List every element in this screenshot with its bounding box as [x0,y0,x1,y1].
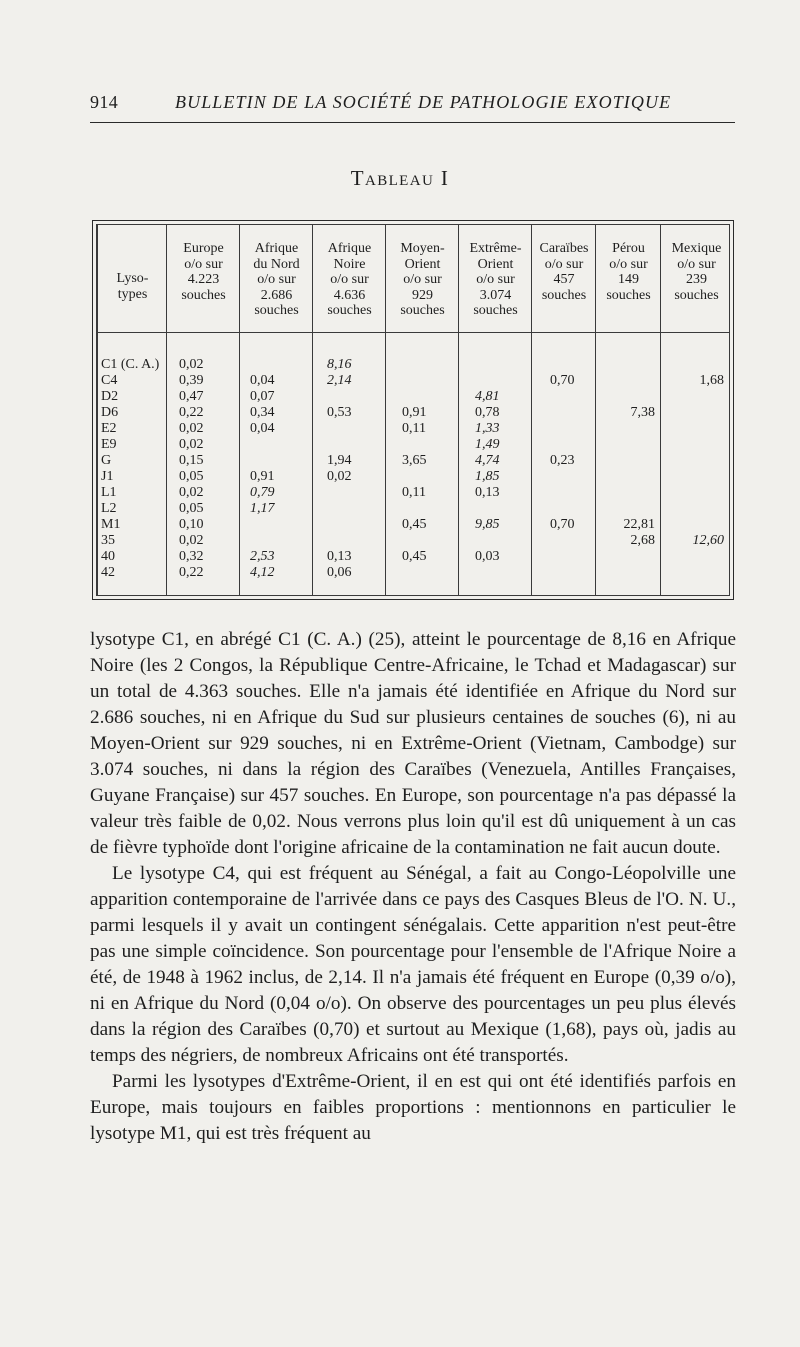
table-cell [402,357,443,373]
table-cell [550,533,578,549]
data-table [92,220,734,600]
table-cell [250,437,303,453]
table-cell: 0,79 [250,485,275,500]
table-cell [602,565,655,581]
table-cell [402,501,443,517]
table-cell: 0,04 [250,421,275,436]
table-cell: 0,13 [475,485,500,500]
column-extreme-orient [458,225,532,595]
table-cell [550,437,578,453]
table-cell: 0,13 [327,549,352,564]
table-cell [669,357,724,373]
table-cell: 1,33 [475,421,500,436]
table-cell: 1,17 [250,501,275,516]
table-cell: 0,02 [179,533,204,548]
column-header [386,241,459,319]
header-rule [90,122,735,123]
table-cell: 0,91 [402,405,427,420]
column-cells [240,357,313,581]
table-cell [669,453,724,469]
column-header-line: souches [541,287,587,303]
table-cell [327,421,372,437]
column-header-line: souches [473,303,518,318]
table-cell [550,389,578,405]
table-cell [402,469,443,485]
table-cell: 0,02 [179,357,204,372]
table-cell [550,501,578,517]
table-cell: 1,68 [699,373,724,388]
table-cell [550,565,578,581]
table-cell: 0,05 [179,501,204,516]
table-cell [669,549,724,565]
table-cell [402,389,443,405]
column-header [661,241,732,303]
column-header-line: Extrême- [469,241,522,256]
table-cell [602,549,655,565]
column-europe [166,225,240,595]
table-cell [550,357,578,373]
table-cell [327,485,372,501]
table-cell: 0,70 [550,373,575,388]
table-cell: L1 [101,485,117,500]
table-cell [250,453,303,469]
column-afrique-nord [239,225,313,595]
table-cell [550,549,578,565]
column-header-line: Pérou [612,241,645,256]
column-header-line: Afrique [254,241,299,256]
table-cell: 7,38 [630,405,655,420]
table-cell: G [101,453,112,468]
table-cell [602,421,655,437]
column-header-line: o/o sur [677,256,716,272]
table-cell [669,565,724,581]
column-header-line: o/o sur [403,272,442,287]
table-cell: 0,06 [327,565,352,580]
table-cell [669,517,724,533]
column-header-line: Mexique [671,241,722,256]
column-header-line: souches [254,303,299,318]
table-cell: 0,02 [179,421,204,436]
table-cell [550,405,578,421]
table-cell [327,533,372,549]
table-cell [250,533,303,549]
table-cell: 4,81 [475,389,500,404]
table-cell [602,437,655,453]
column-header-line: souches [400,303,445,318]
column-header-line: souches [327,303,372,318]
column-mexique [660,225,732,595]
table-grid [96,224,730,596]
column-header-line: souches [606,287,651,303]
table-cell: 0,11 [402,485,426,500]
table-cell: 1,94 [327,453,352,468]
table-cell [669,501,724,517]
column-moyen-orient [385,225,459,595]
column-header-line: 149 [618,272,639,287]
table-cell: 0,47 [179,389,204,404]
column-header [459,241,532,319]
column-cells [167,357,240,581]
column-header [596,241,661,303]
table-cell [402,437,443,453]
table-cell [402,373,443,389]
table-cell: 0,10 [179,517,204,532]
table-cell: 0,78 [475,405,500,420]
table-cell [550,469,578,485]
table-cell: 0,23 [550,453,575,468]
table-cell: 0,07 [250,389,275,404]
column-header-line: Lyso- [116,271,149,286]
column-header-line: Europe [183,241,224,256]
column-cells [386,357,459,581]
table-cell: 2,53 [250,549,275,564]
body-text [90,627,736,1147]
table-cell: D6 [101,405,119,420]
column-lysotype [97,225,167,595]
table-cell: 0,32 [179,549,204,564]
table-cell [475,565,516,581]
table-cell [602,469,655,485]
table-cell: E9 [101,437,117,452]
column-cells [459,357,532,581]
column-header [98,271,167,302]
table-cell: 0,04 [250,373,275,388]
column-header-line: o/o sur [184,256,223,272]
table-cell [327,389,372,405]
table-cell: 4,12 [250,565,275,580]
table-cell [669,437,724,453]
column-header-line: Caraïbes [539,241,589,256]
table-cell [475,501,516,517]
table-cell: 0,11 [402,421,426,436]
column-header [532,241,596,303]
table-cell [669,485,724,501]
table-cell [402,533,443,549]
table-cell [602,373,655,389]
column-header-line: types [117,286,148,302]
table-cell [327,517,372,533]
table-cell: 0,70 [550,517,575,532]
table-cell [602,357,655,373]
column-header-line: du Nord [253,256,300,272]
table-cell: E2 [101,421,117,436]
paragraph: Parmi les lysotypes d'Extrême-Orient, il en est qui ont été identifiés parfois en Europe, mais toujours en faibles proportions : mentionnons en particulier le lysotype M1, qui est très fréquent au [90,1071,736,1144]
table-cell: J1 [101,469,114,484]
column-header-line: 929 [412,287,433,303]
table-cell: 0,03 [475,549,500,564]
table-cell: 0,02 [179,437,204,452]
table-cell [602,485,655,501]
column-perou [595,225,661,595]
table-cell: 2,68 [630,533,655,548]
column-cells [596,357,661,581]
table-cell [475,533,516,549]
column-cells [532,357,596,581]
column-header-line: o/o sur [544,256,584,272]
table-cell: 42 [101,565,115,580]
column-header-line: 239 [686,272,707,287]
column-header-line: 3.074 [479,287,512,303]
column-header-line: 4.223 [187,272,220,287]
table-cell: 9,85 [475,517,500,532]
column-header-line: o/o sur [257,272,296,287]
table-cell [475,357,516,373]
table-cell: C4 [101,373,118,388]
table-cell: 40 [101,549,115,564]
column-header-line: o/o sur [330,272,369,287]
table-cell [602,453,655,469]
journal-title: BULLETIN DE LA SOCIÉTÉ DE PATHOLOGIE EXOTIQUE [175,92,672,112]
column-header-line: Noire [333,256,366,272]
column-caraibes [531,225,596,595]
column-header-line: Orient [404,256,441,272]
paragraph: Le lysotype C4, qui est fréquent au Sénégal, a fait au Congo-Léopolville une apparition contemporaine de l'arrivée dans ce pays des Casques Bleus de l'O. N. U., parmi lesquels il y avait un contingent sénégalais. Cette apparition n'est peut-être pas une simple coïncidence. Son pourcentage pour l'ensemble de l'Afrique Noire a été, de 1948 à 1962 inclus, de 2,14. Il n'a jamais été fréquent en Europe (0,39 o/o), ni en Afrique du Nord (0,04 o/o). On observe des pourcentages un peu plus élevés dans la région des Caraïbes (0,70) et surtout au Mexique (1,68), pays où, jadis au temps des négriers, de nombreux Africains ont été transportés. [90,863,736,1066]
column-cells [98,357,167,581]
column-header-line: Moyen- [400,241,445,256]
table-cell [669,405,724,421]
table-cell: 2,14 [327,373,352,388]
column-header-line: o/o sur [476,272,515,287]
table-cell: 12,60 [692,533,724,548]
table-cell [550,485,578,501]
table-cell [669,389,724,405]
paragraph: lysotype C1, en abrégé C1 (C. A.) (25), atteint le pourcentage de 8,16 en Afrique Noire (les 2 Congos, la République Centre-Africaine, le Tchad et Madagascar) sur un total de 4.363 souches. Elle n'a jamais été identifiée en Afrique du Nord sur 2.686 souches, ni en Afrique du Sud sur plusieurs centaines de souches (6), ni au Moyen-Orient sur 929 souches, ni en Extrême-Orient (Vietnam, Cambodge) sur 3.074 souches, ni dans la région des Caraïbes (Venezuela, Antilles Françaises, Guyane Française) sur 457 souches. En Europe, son pourcentage n'a pas dépassé la valeur très faible de 0,02. Nous verrons plus loin qu'il est dû uniquement à un cas de fièvre typhoïde dont l'origine africaine de la contamination ne fait aucun doute. [90,629,736,858]
table-cell: 0,45 [402,549,427,564]
column-header-line: Orient [477,256,514,272]
column-header-line: 4.636 [333,287,366,303]
table-cell: 22,81 [623,517,655,532]
column-header [240,241,313,319]
table-cell: 0,02 [179,485,204,500]
table-cell [669,421,724,437]
table-cell: 0,45 [402,517,427,532]
column-header-line: Afrique [327,241,372,256]
table-cell: 8,16 [327,357,352,372]
column-cells [661,357,732,581]
table-cell [402,565,443,581]
table-cell: 0,22 [179,565,204,580]
table-cell: D2 [101,389,119,404]
table-cell: 0,39 [179,373,204,388]
column-cells [313,357,386,581]
table-cell: M1 [101,517,121,532]
column-header-line: souches [181,287,226,303]
table-cell [475,373,516,389]
column-header-line: 457 [553,272,575,287]
table-cell: 0,34 [250,405,275,420]
table-title: Tableau I [350,166,450,190]
table-cell: C1 (C. A.) [101,357,160,372]
table-cell: L2 [101,501,117,516]
table-cell: 3,65 [402,453,427,468]
table-cell [669,469,724,485]
table-cell [327,501,372,517]
table-cell: 0,02 [327,469,352,484]
table-cell: 1,49 [475,437,500,452]
table-cell: 4,74 [475,453,500,468]
table-cell [327,437,372,453]
table-cell: 0,05 [179,469,204,484]
column-header [167,241,240,303]
table-cell [250,517,303,533]
table-cell: 0,15 [179,453,204,468]
table-cell: 0,22 [179,405,204,420]
table-cell: 1,85 [475,469,500,484]
column-header-line: souches [674,287,719,303]
table-cell: 0,91 [250,469,275,484]
table-cell [550,421,578,437]
table-cell [602,389,655,405]
table-cell: 0,53 [327,405,352,420]
column-header [313,241,386,319]
page-number: 914 [90,92,119,112]
table-cell: 35 [101,533,115,548]
table-cell [250,357,303,373]
column-afrique-noire [312,225,386,595]
column-header-line: o/o sur [609,256,648,272]
column-header-line: 2.686 [260,287,293,303]
table-cell [602,501,655,517]
